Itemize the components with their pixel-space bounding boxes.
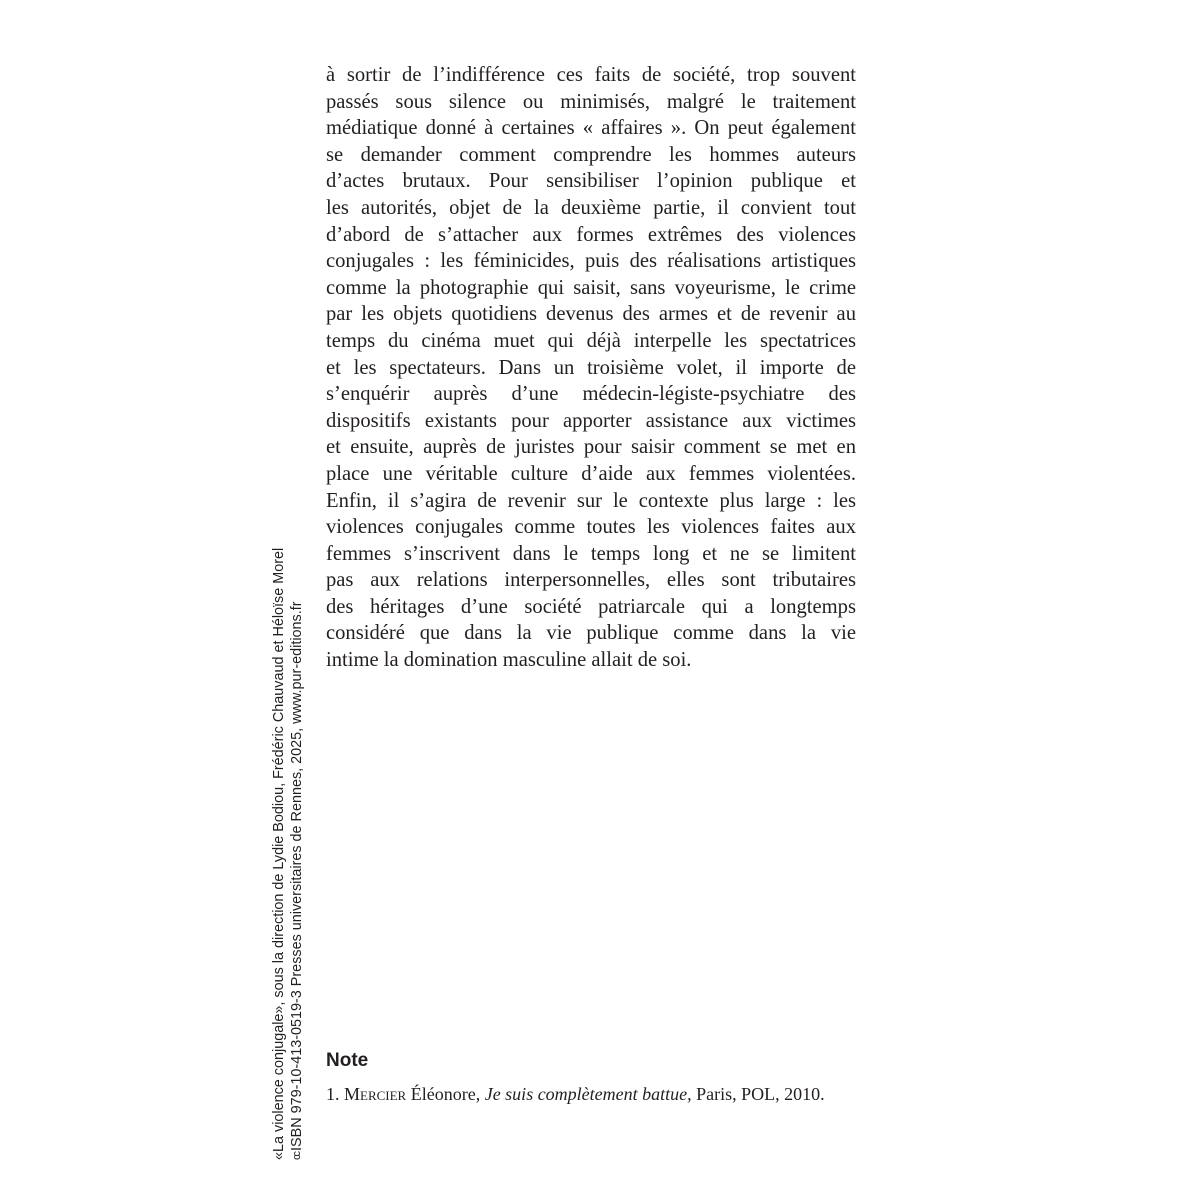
body-line: intime la domination masculine allait de soi. xyxy=(326,649,692,672)
body-line: et les spectateurs. Dans un troisième volet, il importe de xyxy=(326,356,856,379)
body-line: pas aux relations interpersonnelles, elles sont tributaires xyxy=(326,569,856,592)
footnote-title: Je suis complètement battue, xyxy=(484,1084,692,1104)
footnote-author-first: Éléonore, xyxy=(410,1084,481,1104)
body-line: passés sous silence ou minimisés, malgré le traitement xyxy=(326,90,856,113)
body-line: à sortir de l’indifférence ces faits de société, trop souvent xyxy=(326,64,856,86)
body-line: considéré que dans la vie publique comme dans la vie xyxy=(326,622,856,645)
body-line: violences conjugales comme toutes les violences faites aux xyxy=(326,516,856,539)
body-line: Enfin, il s’agira de revenir sur le contexte plus large : les xyxy=(326,489,856,512)
body-line: se demander comment comprendre les hommes auteurs xyxy=(326,143,856,166)
body-line: par les objets quotidiens devenus des armes et de revenir au xyxy=(326,303,856,326)
footnote-author-last: Mercier xyxy=(344,1084,407,1104)
body-line: temps du cinéma muet qui déjà interpelle les spectatrices xyxy=(326,329,856,352)
body-line: et ensuite, auprès de juristes pour saisir comment se met en xyxy=(326,436,856,459)
body-line: dispositifs existants pour apporter assistance aux victimes xyxy=(326,409,856,432)
body-line: conjugales : les féminicides, puis des réalisations artistiques xyxy=(326,250,856,273)
body-text xyxy=(326,62,856,674)
footnote-number: 1. xyxy=(326,1084,340,1104)
footnote-1 xyxy=(326,1082,825,1106)
body-line: place une véritable culture d’aide aux femmes violentées. xyxy=(326,462,856,485)
body-line: médiatique donné à certaines « affaires ». On peut également xyxy=(326,117,856,140)
body-line: d’abord de s’attacher aux formes extrêmes des violences xyxy=(326,223,856,246)
body-line: des héritages d’une société patriarcale qui a longtemps xyxy=(326,595,856,618)
sidebar-line-2 xyxy=(288,601,307,1160)
sidebar-line-1: «La violence conjugale», sous la direction de Lydie Bodiou, Frédéric Chauvaud et Héloïse Morel xyxy=(271,547,287,1160)
body-line: s’enquérir auprès d’une médecin-légiste-psychiatre des xyxy=(326,383,856,406)
sidebar-line-2-text: ISBN 979-10-413-0519-3 Presses universitaires de Rennes, 2025, www.pur-editions.fr xyxy=(288,601,305,1151)
footnote-publication: Paris, POL, 2010. xyxy=(696,1084,825,1104)
creative-commons-icon: cc xyxy=(290,1153,303,1160)
body-line: femmes s’inscrivent dans le temps long et ne se limitent xyxy=(326,542,856,565)
copyright-sidebar xyxy=(271,547,311,1160)
body-line: les autorités, objet de la deuxième partie, il convient tout xyxy=(326,196,856,219)
body-line: comme la photographie qui saisit, sans voyeurisme, le crime xyxy=(326,276,856,299)
notes-heading: Note xyxy=(326,1050,369,1071)
body-line: d’actes brutaux. Pour sensibiliser l’opinion publique et xyxy=(326,170,856,193)
